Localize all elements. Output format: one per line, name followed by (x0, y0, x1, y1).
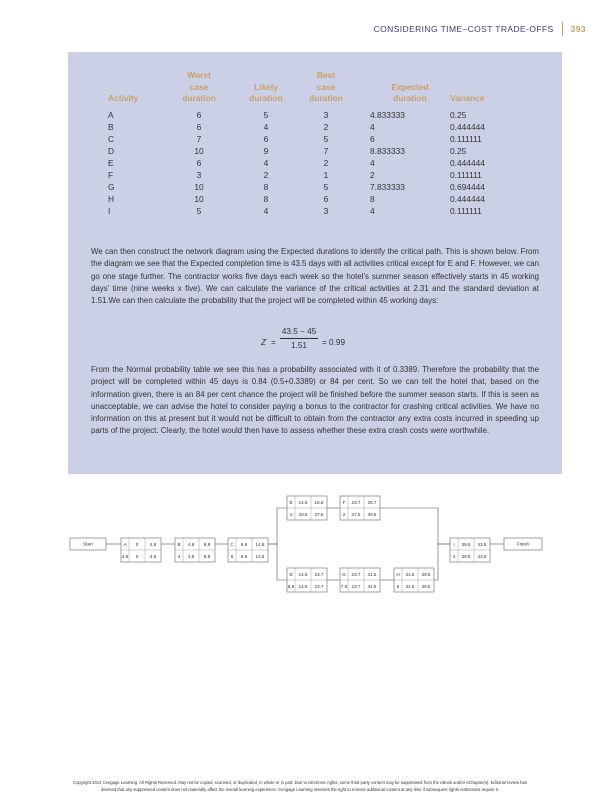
running-header (374, 22, 586, 36)
node-h-top-2: 39.5 (421, 571, 431, 577)
node-g-top-0: G (342, 571, 346, 577)
node-f-top-2: 25.7 (367, 499, 377, 505)
table-row: H 10 8 6 8 0.444444 (108, 194, 485, 205)
paragraph-network-intro: We can then construct the network diagram using the Expected durations to identify the critical path. This is shown below. From the diagram we see that the Expected completion time is 43.5 days with all activities critical except for E and F. However, we can go one stage further. The contractor works five days each week so the hotel’s summer season effectively starts in 45 working days’ time (nine weeks x five). We can calculate the variance of the critical activities at 2.31 and the standard deviation at 1.51.We can then calculate the probability that the project will be completed within 45 working days: (91, 247, 539, 306)
header-best-case: Best case duration (309, 70, 343, 103)
formula-numerator: 43.5 − 45 (280, 327, 318, 339)
node-d-bottom-2: 23.7 (314, 583, 324, 589)
node-g-bottom-0: 7.8 (340, 583, 348, 589)
node-f-top-1: 23.7 (351, 499, 361, 505)
arrow-c-d (268, 544, 287, 580)
node-d-bottom-1: 14.8 (298, 583, 308, 589)
header-likely: Likely duration (249, 81, 283, 103)
table-row: D 10 9 7 8.833333 0.25 (108, 145, 467, 156)
activity-node-e (287, 496, 327, 520)
node-f-bottom-2: 39.5 (367, 511, 377, 517)
header-divider (562, 22, 563, 36)
node-e-bottom-0: 4 (289, 511, 293, 517)
z-score-formula (68, 327, 562, 361)
node-c-bottom-2: 14.8 (255, 553, 265, 559)
node-a-bottom-0: 4.8 (121, 553, 129, 559)
header-activity: Activity (108, 93, 139, 103)
node-f-bottom-1: 37.5 (351, 511, 361, 517)
finish-node (504, 538, 542, 550)
node-e-top-1: 14.8 (298, 499, 308, 505)
node-e-top-2: 18.8 (314, 499, 324, 505)
node-i-top-0: I (453, 541, 455, 547)
node-f-top-0: F (342, 499, 346, 505)
node-h-bottom-1: 31.5 (405, 583, 415, 589)
activity-node-b (175, 538, 215, 562)
formula-denominator: 1.51 (291, 341, 307, 350)
table-row: I 5 4 3 4 0.111111 (108, 206, 482, 217)
node-c-top-0: C (230, 541, 234, 547)
node-d-top-2: 23.7 (314, 571, 324, 577)
node-a-bottom-2: 4.8 (149, 553, 157, 559)
header-variance: Variance (450, 93, 485, 103)
network-diagram (68, 494, 562, 604)
activity-node-g (340, 568, 380, 592)
copyright-footer (34, 779, 566, 793)
node-h-bottom-0: 8 (396, 583, 400, 589)
footer-line-2: deemed that any suppressed content does not materially affect the overall learning experience. Cengage Learning reserves the right to remove additional content at any time if subsequent rights restrictions require it. (101, 787, 499, 792)
node-d-bottom-0: 8.8 (287, 583, 295, 589)
worked-example-panel (68, 52, 562, 474)
activity-node-d (287, 568, 327, 592)
node-h-top-1: 31.5 (405, 571, 415, 577)
node-b-bottom-1: 4.8 (187, 553, 195, 559)
formula-fraction (280, 327, 318, 350)
node-e-bottom-2: 37.5 (314, 511, 324, 517)
arrow-h-i (434, 544, 450, 580)
node-g-bottom-1: 23.7 (351, 583, 361, 589)
running-title: CONSIDERING TIME–COST TRADE-OFFS (373, 24, 554, 34)
node-d-top-0: D (289, 571, 293, 577)
variance-table (108, 70, 510, 217)
formula-equals: = (271, 338, 276, 347)
header-worst-case: Worst case duration (182, 70, 216, 103)
table-row: F 3 2 1 2 0.111111 (108, 169, 482, 180)
arrow-c-e (268, 508, 287, 544)
node-i-top-2: 43.5 (477, 541, 487, 547)
activity-node-h (394, 568, 434, 592)
node-a-top-2: 4.8 (149, 541, 157, 547)
activity-node-a (121, 538, 161, 562)
node-c-bottom-1: 8.8 (240, 553, 248, 559)
node-f-bottom-0: 2 (342, 511, 346, 517)
activity-node-c (228, 538, 268, 562)
node-b-bottom-2: 8.8 (203, 553, 211, 559)
node-e-top-0: E (289, 499, 293, 505)
node-b-top-2: 8.8 (203, 541, 211, 547)
start-node (70, 538, 106, 550)
arrow-f-i (380, 508, 450, 544)
node-e-bottom-1: 33.5 (298, 511, 308, 517)
node-a-top-1: 0 (135, 541, 139, 547)
node-a-top-0: A (123, 541, 127, 547)
node-c-bottom-0: 6 (230, 553, 234, 559)
node-g-bottom-2: 31.5 (367, 583, 377, 589)
table-row: A 6 5 3 4.833333 0.25 (108, 109, 467, 120)
node-i-top-1: 39.5 (461, 541, 471, 547)
node-d-top-1: 14.8 (298, 571, 308, 577)
page-number: 393 (570, 24, 586, 34)
node-h-top-0: H (396, 571, 400, 577)
node-g-top-2: 31.5 (367, 571, 377, 577)
formula-result: = 0.99 (322, 338, 345, 347)
activity-nodes (121, 496, 490, 592)
node-b-top-0: B (177, 541, 181, 547)
activity-node-f (340, 496, 380, 520)
node-c-top-2: 14.8 (255, 541, 265, 547)
node-c-top-1: 8.8 (240, 541, 248, 547)
node-g-top-1: 23.7 (351, 571, 361, 577)
start-label: Start (83, 541, 93, 547)
table-row: B 6 4 2 4 0.444444 (108, 121, 485, 132)
formula-z: Z (261, 338, 267, 347)
footer-line-1: Copyright 2014 Cengage Learning. All Rights Reserved. May not be copied, scanned, or duplicated, in whole or in part. Due to electronic rights, some third party content may be suppressed from the eBook and/or eChapter(s). Editorial review has (73, 780, 527, 785)
paragraph-probability: From the Normal probability table we see this has a probability associated with it of 0.3389. Therefore the probability that the project will be completed within 45 days is 0.84 (0.5+0.3389) or 84 per cent. So we can tell the hotel that, based on the information given, there is an 84 per cent chance the project will be finished before the summer season starts. If this is seen as unacceptable, we can advise the hotel to consider paying a bonus to the contractor for crashing critical activities. We have no information on this at present but it would not be difficult to obtain from the contractor any extra costs incurred in speeding up parts of the project. Clearly, the hotel would then have to assess whether these extra crash costs were worthwhile. (91, 365, 539, 436)
table-header-row (108, 70, 510, 109)
node-i-bottom-1: 39.5 (461, 553, 471, 559)
node-i-bottom-0: 4 (452, 553, 456, 559)
header-expected: Expected duration (391, 81, 429, 103)
node-b-top-1: 4.8 (187, 541, 195, 547)
node-a-bottom-1: 0 (135, 553, 139, 559)
activity-node-i (450, 538, 490, 562)
table-row: E 6 4 2 4 0.444444 (108, 157, 485, 168)
node-i-bottom-2: 43.5 (477, 553, 487, 559)
node-h-bottom-2: 39.5 (421, 583, 431, 589)
node-b-bottom-0: 4 (177, 553, 181, 559)
table-row: C 7 6 5 6 0.111111 (108, 133, 482, 144)
finish-label: Finish (516, 541, 530, 547)
table-row: G 10 8 5 7.833333 0.694444 (108, 182, 485, 193)
